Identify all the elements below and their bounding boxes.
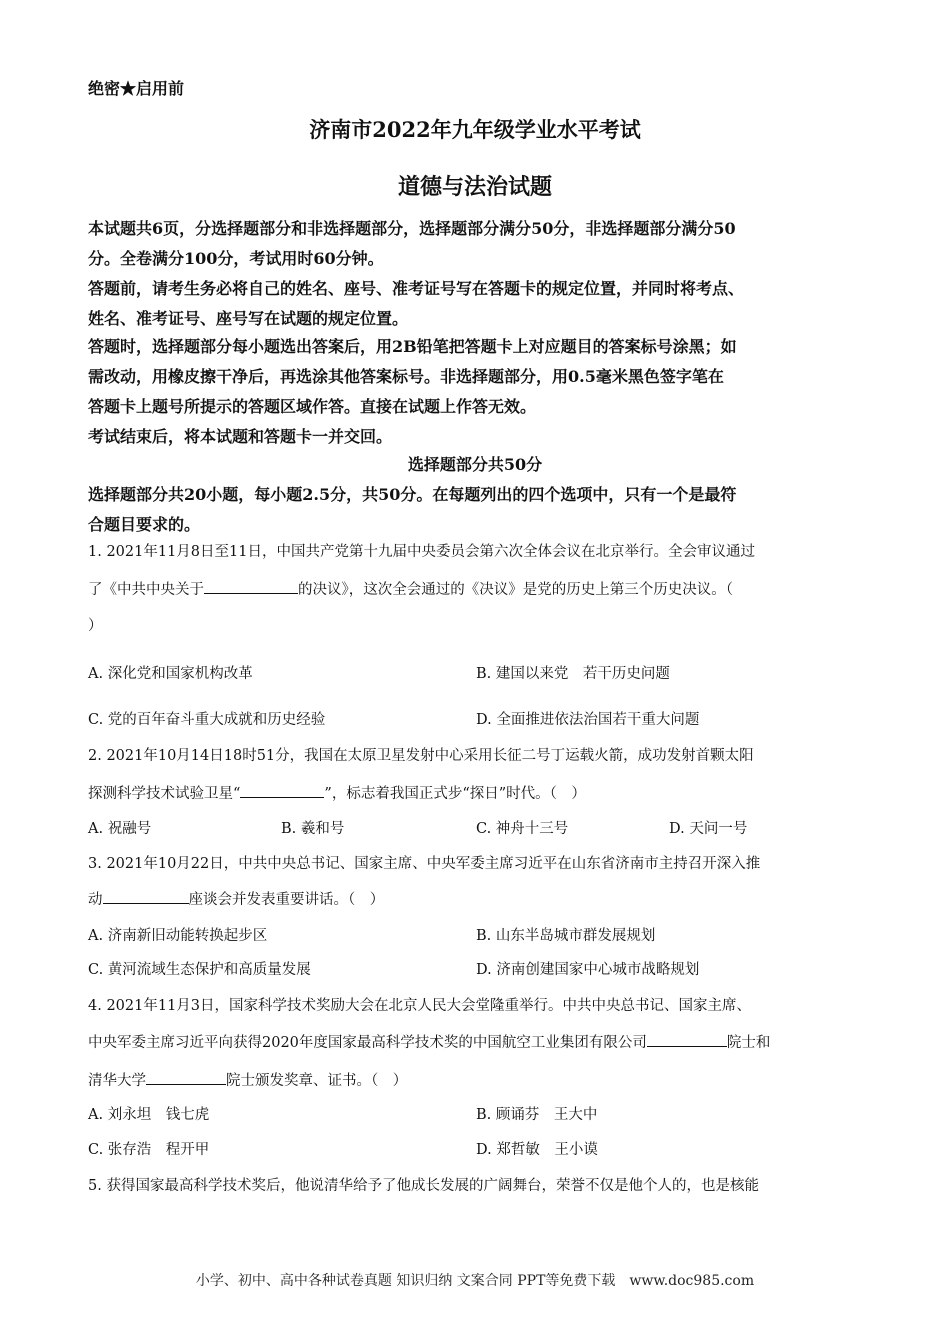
question-2-text-cont xyxy=(88,782,586,803)
question-2-option-a: A. 祝融号 xyxy=(88,821,152,837)
question-3-option-a: A. 济南新旧动能转换起步区 xyxy=(88,928,268,944)
instruction-line: 答题前，请考生务必将自己的姓名、座号、准考证号写在答题卡的规定位置，并同时将考点、 xyxy=(88,279,745,298)
answer-blank xyxy=(103,889,189,904)
question-1-part: 了《中共中央关于 xyxy=(88,582,204,598)
question-4-part: 院士和 xyxy=(726,1035,771,1051)
question-3-option-d: D. 济南创建国家中心城市战略规划 xyxy=(476,962,700,978)
question-4-part: 中央军委主席习近平向获得2020年度国家最高科学技术奖的中国航空工业集团有限公司 xyxy=(88,1035,647,1051)
instruction-line: 答题时，选择题部分每小题选出答案后，用2B铅笔把答题卡上对应题目的答案标号涂黑；如 xyxy=(88,337,737,356)
page-footer: 小学、初中、高中各种试卷真题 知识归纳 文案合同 PPT等免费下载 www.doc985.com xyxy=(195,1273,755,1289)
question-3-option-c: C. 黄河流域生态保护和高质量发展 xyxy=(88,962,311,978)
question-4-option-d: D. 郑哲敏 王小谟 xyxy=(476,1142,598,1158)
section-description: 合题目要求的。 xyxy=(88,515,201,534)
answer-blank xyxy=(647,1032,727,1047)
question-3-text: 3. 2021年10月22日，中共中央总书记、国家主席、中央军委主席习近平在山东省济南市主持召开深入推 xyxy=(88,856,761,872)
section-description: 选择题部分共20小题，每小题2.5分，共50分。在每题列出的四个选项中，只有一个是最符 xyxy=(88,485,737,504)
exam-subtitle: 道德与法治试题 xyxy=(397,174,552,200)
question-2-text: 2. 2021年10月14日18时51分，我国在太原卫星发射中心采用长征二号丁运载火箭，成功发射首颗太阳 xyxy=(88,748,754,764)
question-1-paren: ） xyxy=(88,618,103,634)
question-1-text-cont xyxy=(88,578,733,599)
instruction-line: 需改动，用橡皮擦干净后，再选涂其他答案标号。非选择题部分，用0.5毫米黑色签字笔在 xyxy=(88,367,724,386)
answer-blank xyxy=(146,1070,226,1085)
question-3-part: 座谈会并发表重要讲话。（ ） xyxy=(188,892,385,908)
question-3-option-b: B. 山东半岛城市群发展规划 xyxy=(476,928,656,944)
instruction-line: 答题卡上题号所提示的答题区域作答。直接在试题上作答无效。 xyxy=(88,397,537,416)
instruction-line: 本试题共6页，分选择题部分和非选择题部分，选择题部分满分50分，非选择题部分满分50 xyxy=(88,219,736,238)
confidential-label: 绝密★启用前 xyxy=(88,79,185,98)
question-1-option-a: A. 深化党和国家机构改革 xyxy=(88,666,253,682)
question-2-option-c: C. 神舟十三号 xyxy=(476,821,569,837)
question-1-option-d: D. 全面推进依法治国若干重大问题 xyxy=(476,712,700,728)
section-title: 选择题部分共50分 xyxy=(407,455,543,474)
instruction-line: 考试结束后，将本试题和答题卡一并交回。 xyxy=(88,427,393,446)
instruction-line: 姓名、准考证号、座号写在试题的规定位置。 xyxy=(88,309,409,328)
exam-title: 济南市2022年九年级学业水平考试 xyxy=(309,117,641,142)
question-1-text: 1. 2021年11月8日至11日，中国共产党第十九届中央委员会第六次全体会议在北京举行。全会审议通过 xyxy=(88,544,755,560)
question-4-part: 清华大学 xyxy=(88,1073,146,1089)
question-4-text-cont2 xyxy=(88,1069,407,1090)
question-4-option-a: A. 刘永坦 钱七虎 xyxy=(88,1107,210,1123)
question-1-option-b: B. 建国以来党 若干历史问题 xyxy=(476,666,670,682)
question-3-text-cont xyxy=(88,888,384,909)
question-2-option-d: D. 天问一号 xyxy=(669,821,748,837)
question-4-text: 4. 2021年11月3日，国家科学技术奖励大会在北京人民大会堂隆重举行。中共中央总书记、国家主席、 xyxy=(88,998,752,1014)
question-2-option-b: B. 羲和号 xyxy=(281,821,345,837)
question-1-option-c: C. 党的百年奋斗重大成就和历史经验 xyxy=(88,712,326,728)
answer-blank xyxy=(204,579,298,594)
question-4-text-cont xyxy=(88,1031,770,1052)
question-2-part: ”，标志着我国正式步“探日”时代。（ ） xyxy=(324,786,586,802)
answer-blank xyxy=(240,783,324,798)
question-5-text: 5. 获得国家最高科学技术奖后，他说清华给予了他成长发展的广阔舞台，荣誉不仅是他个人的，也是核能 xyxy=(88,1178,759,1194)
question-4-part: 院士颁发奖章、证书。（ ） xyxy=(226,1073,408,1089)
question-3-part: 动 xyxy=(88,892,103,908)
question-4-option-c: C. 张存浩 程开甲 xyxy=(88,1142,210,1158)
question-1-part: 的决议》，这次全会通过的《决议》是党的历史上第三个历史决议。（ xyxy=(298,582,733,598)
question-2-part: 探测科学技术试验卫星“ xyxy=(88,786,241,802)
instruction-line: 分。全卷满分100分，考试用时60分钟。 xyxy=(88,249,384,268)
question-4-option-b: B. 顾诵芬 王大中 xyxy=(476,1107,598,1123)
